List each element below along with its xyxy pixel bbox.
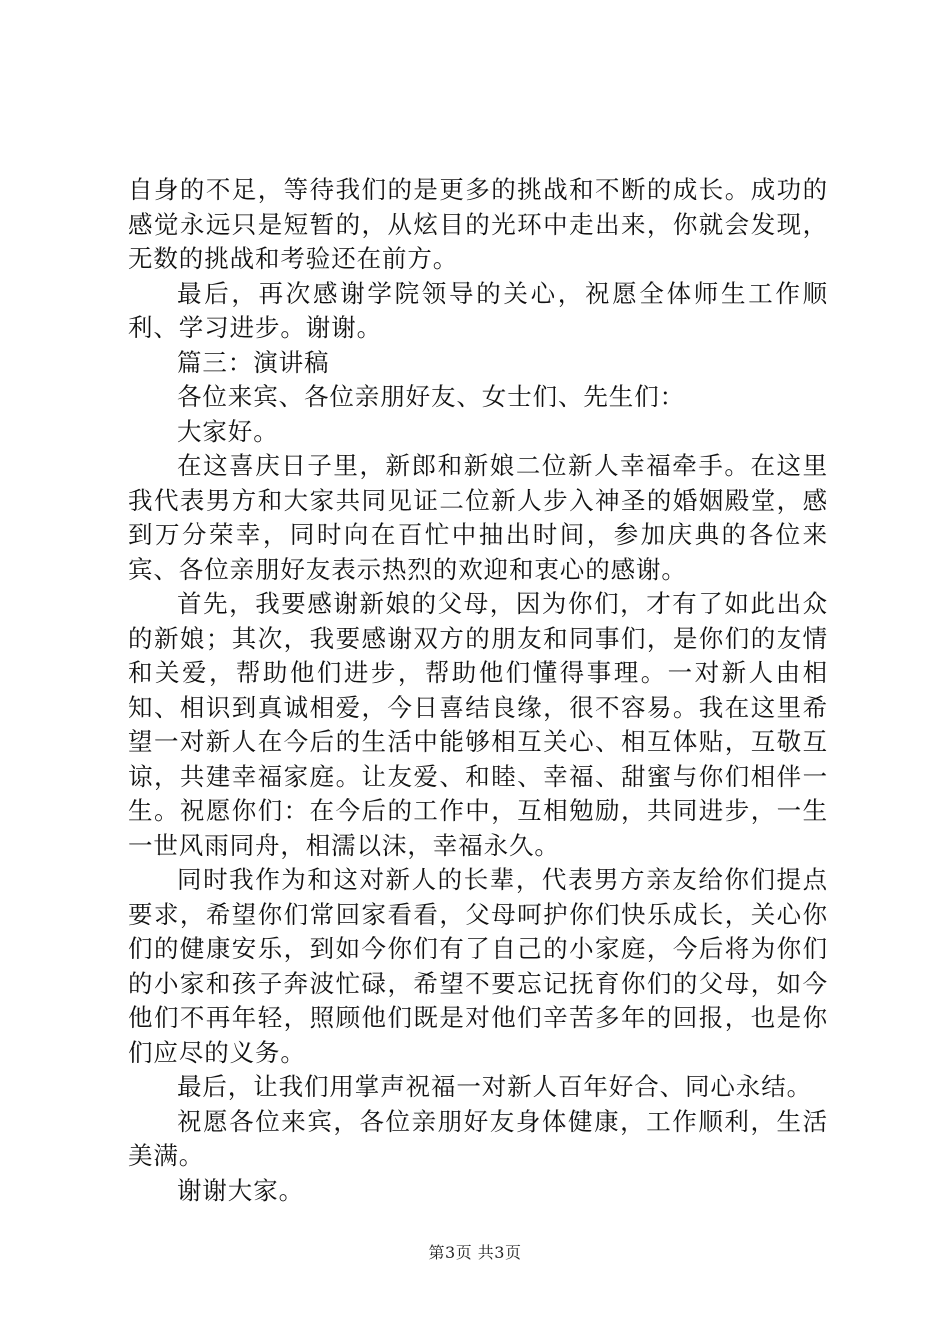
greeting: 大家好。 (177, 416, 279, 446)
section-heading: 篇三：演讲稿 (177, 347, 330, 377)
paragraph-1: 自身的不足，等待我们的是更多的挑战和不断的成长。成功的感觉永远只是短暂的，从炫目的光环中走出来，你就会发现，无数的挑战和考验还在前方。 (128, 175, 828, 273)
paragraph-7: 首先，我要感谢新娘的父母，因为你们，才有了如此出众的新娘；其次，我要感谢双方的朋友和同事们，是你们的友情和关爱，帮助他们进步，帮助他们懂得事理。一对新人由相知、相识到真诚相爱，今日喜结良缘，很不容易。我在这里希望一对新人在今后的生活中能够相互关心、相互体贴，互敬互谅，共建幸福家庭。让友爱、和睦、幸福、甜蜜与你们相伴一生。祝愿你们：在今后的工作中，互相勉励，共同进步，一生一世风雨同舟，相濡以沫，幸福永久。 (128, 589, 828, 860)
document-body (128, 173, 828, 1208)
paragraph-6: 在这喜庆日子里，新郎和新娘二位新人幸福牵手。在这里我代表男方和大家共同见证二位新人步入神圣的婚姻殿堂，感到万分荣幸，同时向在百忙中抽出时间，参加庆典的各位来宾、各位亲朋好友表示热烈的欢迎和衷心的感谢。 (128, 451, 828, 584)
paragraph-8: 同时我作为和这对新人的长辈，代表男方亲友给你们提点要求，希望你们常回家看看，父母呵护你们快乐成长，关心你们的健康安乐，到如今你们有了自己的小家庭，今后将为你们的小家和孩子奔波忙碌，希望不要忘记抚育你们的父母，如今他们不再年轻，照顾他们既是对他们辛苦多年的回报，也是你们应尽的义务。 (128, 865, 828, 1067)
paragraph-10: 祝愿各位来宾，各位亲朋好友身体健康，工作顺利，生活美满。 (128, 1106, 828, 1170)
paragraph-9: 最后，让我们用掌声祝福一对新人百年好合、同心永结。 (177, 1072, 812, 1101)
closing: 谢谢大家。 (177, 1175, 304, 1205)
page-number-footer: 第3页 共3页 (428, 1243, 522, 1262)
salutation: 各位来宾、各位亲朋好友、女士们、先生们： (177, 382, 685, 411)
paragraph-2: 最后，再次感谢学院领导的关心，祝愿全体师生工作顺利、学习进步。谢谢。 (128, 278, 828, 342)
